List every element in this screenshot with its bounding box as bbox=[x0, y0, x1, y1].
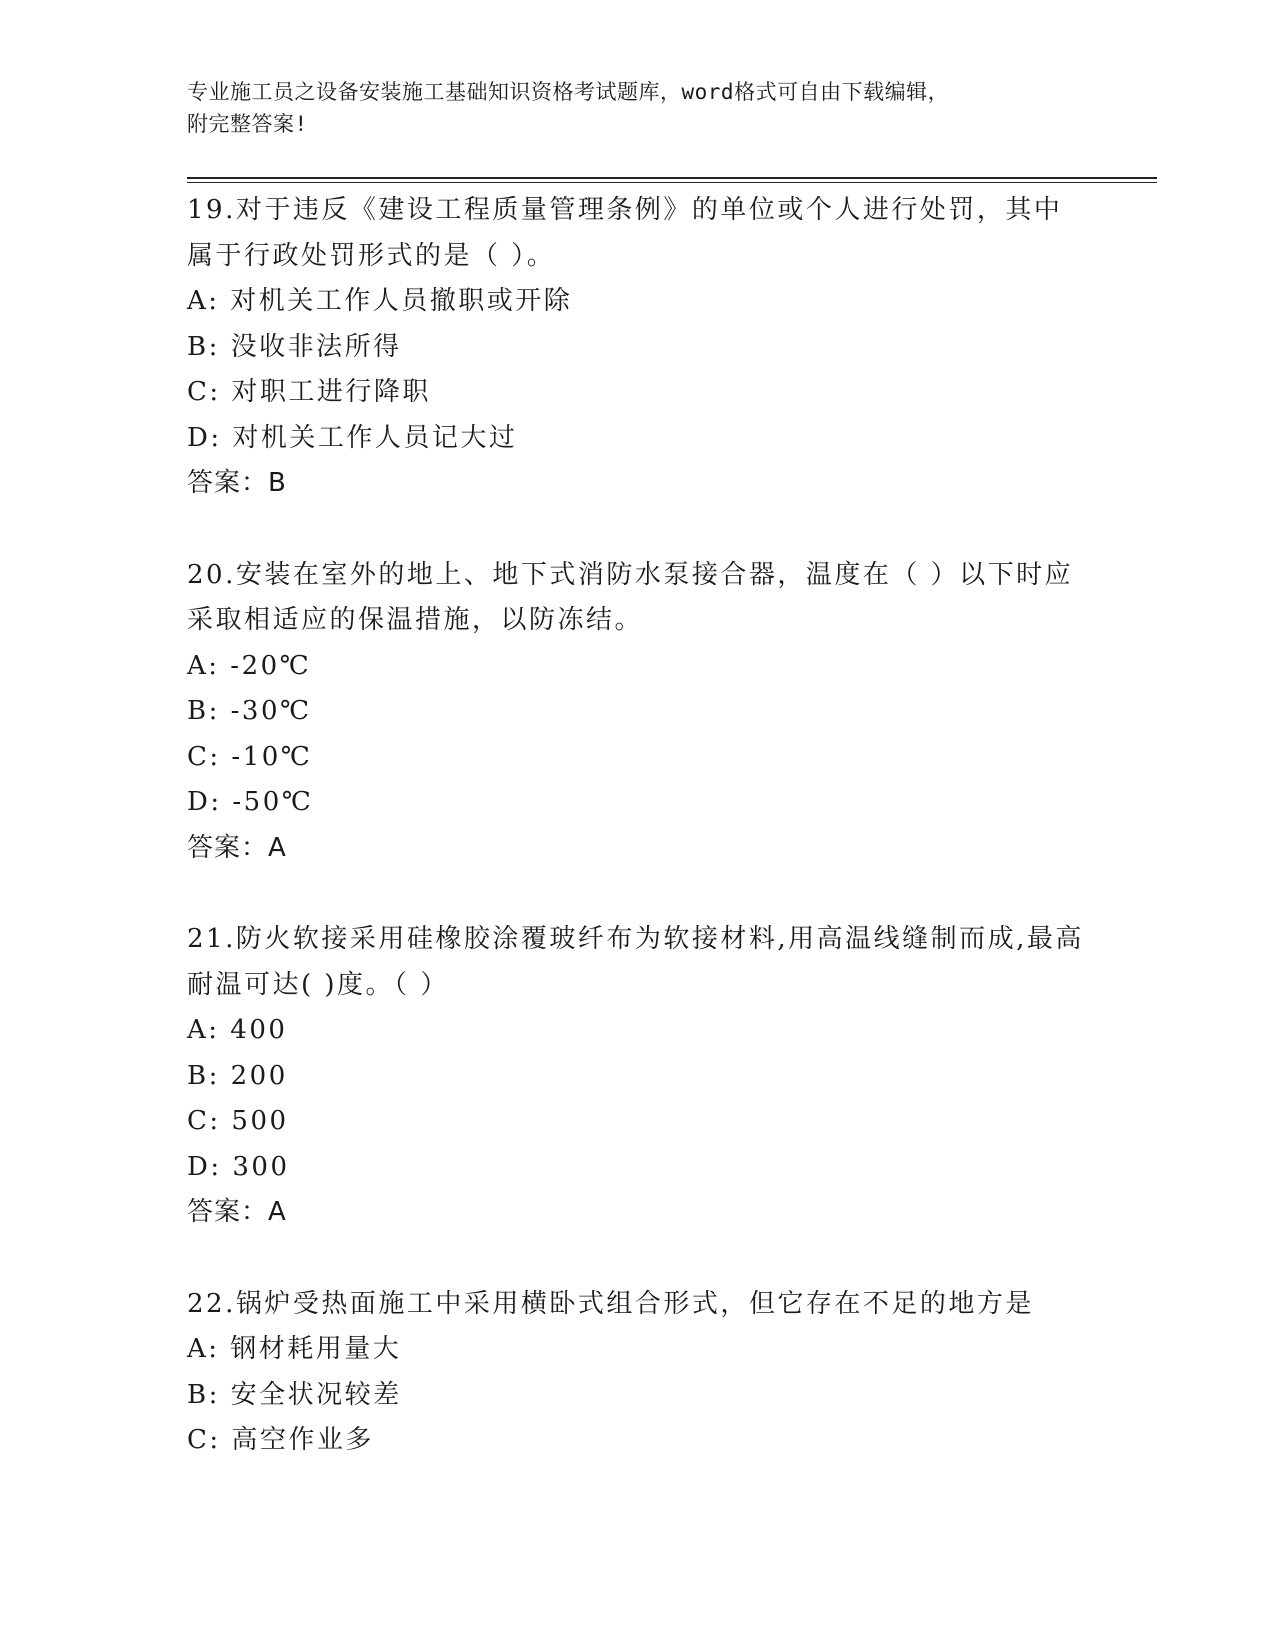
answer-label: 答案：A bbox=[187, 832, 287, 863]
question-text: 22.锅炉受热面施工中采用横卧式组合形式，但它存在不足的地方是 bbox=[187, 1288, 1034, 1319]
option-b: B: 安全状况较差 bbox=[187, 1379, 402, 1410]
option-c: C: -10℃ bbox=[187, 741, 313, 772]
option-a: A: 400 bbox=[187, 1015, 288, 1045]
question-text: 19.对于违反《建设工程质量管理条例》的单位或个人进行处罚，其中属于行政处罚形式的是（ ）。 bbox=[187, 195, 1063, 271]
option-c: C: 500 bbox=[187, 1106, 289, 1136]
option-a: A: 对机关工作人员撤职或开除 bbox=[187, 286, 573, 316]
option-d: D: 300 bbox=[187, 1151, 290, 1182]
header-line-1: 专业施工员之设备安装施工基础知识资格考试题库，word格式可自由下载编辑， bbox=[187, 80, 950, 104]
question-21 bbox=[187, 917, 1157, 1236]
option-b: B: -30℃ bbox=[187, 696, 312, 726]
answer-label: 答案：B bbox=[187, 468, 287, 498]
option-c: C: 对职工进行降职 bbox=[187, 377, 431, 407]
question-text: 20.安装在室外的地上、地下式消防水泵接合器，温度在（ ）以下时应采取相适应的保温措施，以防冻结。 bbox=[187, 559, 1074, 635]
option-a: A: -20℃ bbox=[187, 650, 312, 681]
option-c: C: 高空作业多 bbox=[187, 1425, 374, 1455]
question-20 bbox=[187, 553, 1157, 872]
document-header bbox=[187, 76, 1087, 140]
answer-label: 答案：A bbox=[187, 1197, 287, 1227]
option-b: B: 没收非法所得 bbox=[187, 331, 402, 362]
question-text: 21.防火软接采用硅橡胶涂覆玻纤布为软接材料,用高温线缝制而成,最高耐温可达( )度。（ ） bbox=[187, 924, 1084, 1000]
header-line-2: 附完整答案! bbox=[187, 112, 308, 136]
option-a: A: 钢材耗用量大 bbox=[187, 1334, 402, 1364]
question-22 bbox=[187, 1282, 1157, 1464]
question-19 bbox=[187, 188, 1157, 507]
option-d: D: 对机关工作人员记大过 bbox=[187, 422, 518, 453]
question-list bbox=[187, 188, 1157, 1510]
option-b: B: 200 bbox=[187, 1060, 288, 1091]
option-d: D: -50℃ bbox=[187, 787, 314, 817]
document-page bbox=[187, 0, 1157, 1650]
header-divider bbox=[187, 177, 1157, 183]
